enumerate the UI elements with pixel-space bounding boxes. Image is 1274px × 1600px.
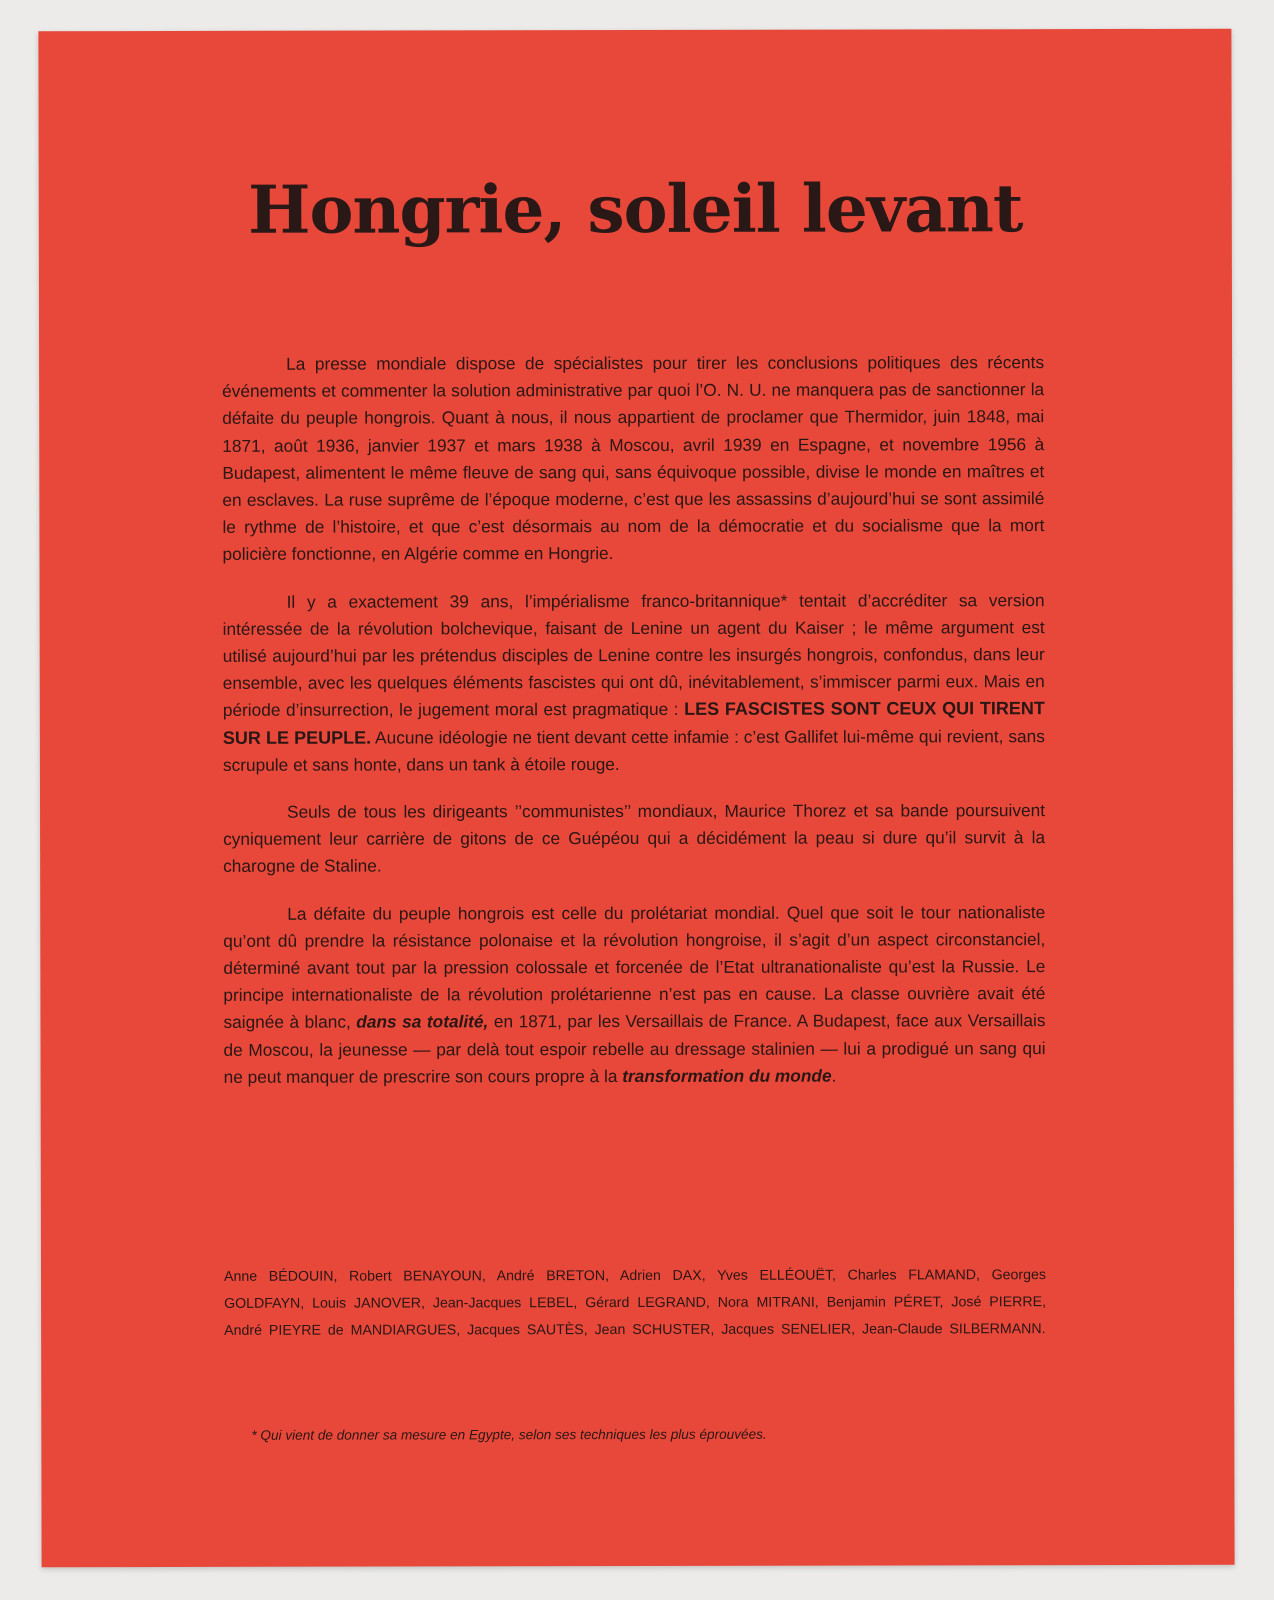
signatories-list: Anne BÉDOUIN, Robert BENAYOUN, André BRETON, Adrien DAX, Yves ELLÉOUËT, Charles FLAMAND, Georges GOLDFAYN, Louis JANOVER, Jean-Jacques LEBEL, Gérard LEGRAND, Nora MITRANI, Benjamin PÉRET, José PIERRE, André PIEYRE de MANDIARGUES, Jacques SAUTÈS, Jean SCHUSTER, Jacques SENELIER, Jean-Claude SILBERMANN.: [223, 1267, 1047, 1340]
paragraph-4-text-c: .: [831, 1065, 837, 1086]
paragraph-4-italic-2: transformation du monde: [622, 1065, 832, 1086]
paragraph-4: [223, 899, 1045, 1091]
page-title: Hongrie, soleil levant: [248, 169, 1023, 249]
paragraph-4-italic-1: dans sa totalité,: [356, 1011, 489, 1033]
paragraph-2-emphasis: LES FASCISTES SONT CEUX QUI TIRENT SUR LE PEUPLE.: [222, 698, 1045, 748]
paragraph-3: Seuls de tous les dirigeants ’’communistes’’ mondiaux, Maurice Thorez et sa bande poursuivent cyniquement leur carrière de gitons de ce Guépéou qui a décidément la peau si dure qu’il survit à la charogne de Staline.: [223, 800, 1046, 877]
paragraph-1: La presse mondiale dispose de spécialistes pour tirer les conclusions politiques des récents événements et commenter la solution administrative par quoi l’O. N. U. ne manquera pas de sanctionner la défaite du peuple hongrois. Quant à nous, il nous appartient de proclamer que Thermidor, juin 1848, mai 1871, août 1936, janvier 1937 et mars 1938 à Moscou, avril 1939 en Espagne, et novembre 1956 à Budapest, alimentent le même fleuve de sang qui, sans équivoque possible, divise le monde en maîtres et en esclaves. La ruse suprême de l’époque moderne, c’est que les assassins d’aujourd’hui se sont assimilé le rythme de l’histoire, et que c’est désormais au nom de la démocratie et du socialisme que la mort policière fonctionne, en Algérie comme en Hongrie.: [222, 352, 1045, 565]
paragraph-4-text-a: La défaite du peuple hongrois est celle du prolétariat mondial. Quel que soit le tour nationaliste qu’ont dû prendre la résistance polonaise et la révolution hongroise, il s’agit d’un aspect circonstanciel, déterminé avant tout par la pression colossale et forcenée de l’Etat ultranationaliste qu’est la Russie. Le principe internationaliste de la révolution prolétarienne n’est pas en cause. La classe ouvrière avait été saignée à blanc,: [223, 901, 1046, 1033]
paragraph-2: [223, 587, 1045, 779]
article-body: [222, 349, 1046, 1111]
paragraph-2-text-end: Aucune idéologie ne tient devant cette infamie : c’est Gallifet lui-même qui revient, sans scrupule et sans honte, dans un tank à étoile rouge.: [222, 725, 1045, 775]
tract-sheet: [38, 29, 1234, 1567]
paragraph-4-text-b: en 1871, par les Versaillais de France. A Budapest, face aux Versaillais de Moscou, la jeunesse — par delà tout espoir rebelle au dressage stalinien — lui a prodigué un sang qui ne peut manquer de prescrire son cours propre à la: [223, 1010, 1046, 1087]
footnote: * Qui vient de donner sa mesure en Egypte, selon ses techniques les plus éprouvées.: [251, 1426, 767, 1443]
paragraph-2-text-start: Il y a exactement 39 ans, l’impérialisme franco-britannique* tentait d’accréditer sa version intéressée de la révolution bolchevique, faisant de Lenine un agent du Kaiser ; le même argument est utilisé aujourd’hui par les prétendus disciples de Lenine contre les insurgés hongrois, confondus, dans leur ensemble, avec les quelques éléments fascistes qui ont dû, inévitablement, s’immiscer parmi eux. Mais en période d’insurrection, le jugement moral est pragmatique :: [222, 589, 1045, 721]
